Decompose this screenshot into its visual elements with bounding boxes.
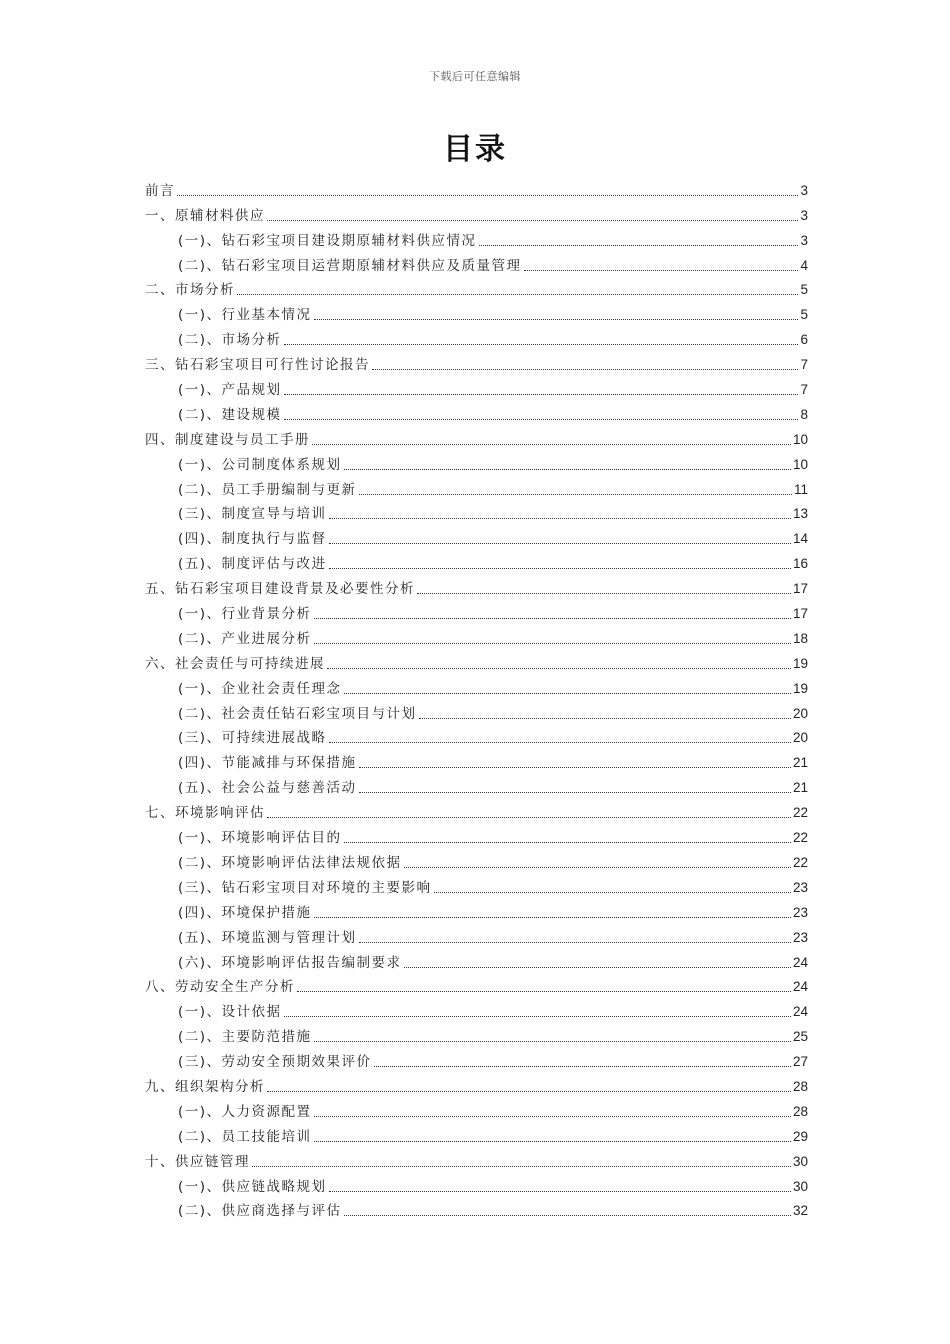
toc-entry[interactable] bbox=[145, 599, 808, 624]
toc-entry-label: (六)、环境影响评估报告编制要求 bbox=[178, 954, 402, 971]
toc-entry-page-number: 19 bbox=[792, 655, 808, 671]
toc-dot-leader bbox=[267, 220, 798, 221]
toc-entry[interactable] bbox=[145, 823, 808, 848]
toc-entry-page-number: 20 bbox=[792, 730, 808, 746]
toc-entry-label: (五)、制度评估与改进 bbox=[178, 556, 327, 573]
page-title: 目录 bbox=[443, 132, 507, 167]
toc-entry-page-number: 28 bbox=[792, 1103, 808, 1119]
toc-entry-page-number: 10 bbox=[792, 456, 808, 472]
toc-entry-label: (二)、员工技能培训 bbox=[178, 1128, 312, 1145]
toc-entry-page-number: 16 bbox=[792, 556, 808, 572]
toc-entry-label: (二)、产业进展分析 bbox=[178, 630, 312, 647]
toc-entry-page-number: 17 bbox=[792, 606, 808, 622]
toc-entry-page-number: 27 bbox=[792, 1054, 808, 1070]
toc-entry-label: 七、环境影响评估 bbox=[145, 805, 265, 822]
toc-entry-page-number: 22 bbox=[792, 805, 808, 821]
toc-entry-label: 二、市场分析 bbox=[145, 282, 235, 299]
toc-dot-leader bbox=[314, 643, 791, 644]
toc-entry-page-number: 5 bbox=[800, 307, 808, 323]
toc-entry[interactable] bbox=[145, 276, 808, 301]
table-of-contents bbox=[145, 176, 808, 1221]
toc-entry-label: (三)、钻石彩宝项目对环境的主要影响 bbox=[178, 879, 432, 896]
toc-entry-label: (一)、环境影响评估目的 bbox=[178, 830, 342, 847]
toc-entry[interactable] bbox=[145, 201, 808, 226]
toc-entry-page-number: 30 bbox=[792, 1153, 808, 1169]
toc-entry[interactable] bbox=[145, 649, 808, 674]
toc-entry-page-number: 30 bbox=[792, 1178, 808, 1194]
toc-entry-label: (一)、设计依据 bbox=[178, 1004, 282, 1021]
toc-entry-label: (一)、行业背景分析 bbox=[178, 606, 312, 623]
toc-entry[interactable] bbox=[145, 848, 808, 873]
toc-dot-leader bbox=[329, 518, 791, 519]
toc-dot-leader bbox=[329, 568, 791, 569]
toc-entry-label: (一)、公司制度体系规划 bbox=[178, 456, 342, 473]
toc-entry[interactable] bbox=[145, 798, 808, 823]
toc-entry-label: (三)、劳动安全预期效果评价 bbox=[178, 1054, 372, 1071]
toc-entry[interactable] bbox=[145, 973, 808, 998]
toc-dot-leader bbox=[419, 718, 791, 719]
toc-entry-label: (二)、环境影响评估法律法规依据 bbox=[178, 854, 402, 871]
header-note: 下载后可任意编辑 bbox=[429, 70, 521, 83]
toc-entry-page-number: 10 bbox=[792, 431, 808, 447]
toc-entry[interactable] bbox=[145, 724, 808, 749]
toc-entry[interactable] bbox=[145, 1172, 808, 1197]
toc-dot-leader bbox=[312, 444, 791, 445]
toc-dot-leader bbox=[314, 618, 791, 619]
toc-entry-page-number: 3 bbox=[800, 232, 808, 248]
toc-dot-leader bbox=[267, 1091, 791, 1092]
toc-entry[interactable] bbox=[145, 450, 808, 475]
toc-entry-label: (一)、供应链战略规划 bbox=[178, 1178, 327, 1195]
toc-entry[interactable] bbox=[145, 350, 808, 375]
toc-dot-leader bbox=[372, 369, 798, 370]
toc-dot-leader bbox=[524, 270, 799, 271]
toc-entry-page-number: 4 bbox=[800, 257, 808, 273]
toc-entry-label: 五、钻石彩宝项目建设背景及必要性分析 bbox=[145, 581, 415, 598]
toc-dot-leader bbox=[252, 1166, 791, 1167]
toc-dot-leader bbox=[237, 294, 798, 295]
toc-dot-leader bbox=[284, 1016, 791, 1017]
toc-entry[interactable] bbox=[145, 773, 808, 798]
toc-entry[interactable] bbox=[145, 1147, 808, 1172]
toc-dot-leader bbox=[314, 319, 799, 320]
toc-entry-label: (二)、社会责任钻石彩宝项目与计划 bbox=[178, 705, 417, 722]
toc-entry[interactable] bbox=[145, 425, 808, 450]
toc-dot-leader bbox=[314, 1041, 791, 1042]
toc-entry-label: 六、社会责任与可持续进展 bbox=[145, 655, 325, 672]
toc-entry[interactable] bbox=[145, 997, 808, 1022]
toc-entry-label: 一、原辅材料供应 bbox=[145, 207, 265, 224]
toc-entry[interactable] bbox=[145, 898, 808, 923]
toc-entry[interactable] bbox=[145, 524, 808, 549]
toc-entry-page-number: 13 bbox=[792, 506, 808, 522]
toc-entry[interactable] bbox=[145, 300, 808, 325]
toc-entry-page-number: 11 bbox=[793, 481, 808, 497]
toc-entry-page-number: 18 bbox=[792, 630, 808, 646]
toc-entry-label: (四)、节能减排与环保措施 bbox=[178, 755, 357, 772]
toc-entry-label: (一)、企业社会责任理念 bbox=[178, 680, 342, 697]
toc-dot-leader bbox=[314, 917, 791, 918]
toc-dot-leader bbox=[284, 419, 799, 420]
toc-entry[interactable] bbox=[145, 500, 808, 525]
toc-dot-leader bbox=[329, 742, 791, 743]
toc-entry-label: (三)、可持续进展战略 bbox=[178, 730, 327, 747]
toc-entry[interactable] bbox=[145, 624, 808, 649]
toc-entry-label: (一)、产品规划 bbox=[178, 382, 282, 399]
toc-dot-leader bbox=[344, 469, 791, 470]
toc-entry-label: (二)、市场分析 bbox=[178, 332, 282, 349]
toc-entry[interactable] bbox=[145, 400, 808, 425]
toc-entry[interactable] bbox=[145, 226, 808, 251]
toc-entry-label: (二)、供应商选择与评估 bbox=[178, 1203, 342, 1220]
toc-entry-page-number: 28 bbox=[792, 1078, 808, 1094]
toc-entry-page-number: 29 bbox=[792, 1128, 808, 1144]
toc-dot-leader bbox=[267, 817, 791, 818]
toc-entry-label: (五)、社会公益与慈善活动 bbox=[178, 780, 357, 797]
toc-dot-leader bbox=[359, 792, 791, 793]
toc-dot-leader bbox=[297, 991, 791, 992]
toc-dot-leader bbox=[359, 767, 791, 768]
toc-dot-leader bbox=[329, 543, 791, 544]
toc-entry-page-number: 24 bbox=[792, 954, 808, 970]
toc-dot-leader bbox=[434, 892, 791, 893]
toc-entry[interactable] bbox=[145, 375, 808, 400]
toc-entry-label: (一)、钻石彩宝项目建设期原辅材料供应情况 bbox=[178, 232, 477, 249]
toc-entry[interactable] bbox=[145, 475, 808, 500]
toc-entry-page-number: 23 bbox=[792, 904, 808, 920]
toc-entry-label: (一)、人力资源配置 bbox=[178, 1103, 312, 1120]
toc-entry-page-number: 24 bbox=[792, 979, 808, 995]
toc-entry-page-number: 3 bbox=[800, 207, 808, 223]
toc-dot-leader bbox=[344, 842, 791, 843]
toc-entry-label: 四、制度建设与员工手册 bbox=[145, 431, 310, 448]
toc-entry-page-number: 3 bbox=[800, 182, 808, 198]
toc-entry[interactable] bbox=[145, 1197, 808, 1222]
toc-dot-leader bbox=[327, 668, 791, 669]
toc-entry-page-number: 19 bbox=[792, 680, 808, 696]
toc-entry-page-number: 23 bbox=[792, 879, 808, 895]
toc-dot-leader bbox=[359, 942, 791, 943]
toc-entry-page-number: 21 bbox=[792, 755, 808, 771]
toc-entry-label: (二)、员工手册编制与更新 bbox=[178, 481, 357, 498]
toc-entry-label: (二)、建设规模 bbox=[178, 406, 282, 423]
toc-entry-page-number: 6 bbox=[800, 332, 808, 348]
toc-entry-label: (五)、环境监测与管理计划 bbox=[178, 929, 357, 946]
toc-entry[interactable] bbox=[145, 574, 808, 599]
toc-dot-leader bbox=[344, 1215, 791, 1216]
toc-entry-page-number: 22 bbox=[792, 854, 808, 870]
toc-entry[interactable] bbox=[145, 948, 808, 973]
toc-entry-label: 九、组织架构分析 bbox=[145, 1078, 265, 1095]
toc-entry[interactable] bbox=[145, 1047, 808, 1072]
toc-entry-label: 三、钻石彩宝项目可行性讨论报告 bbox=[145, 357, 370, 374]
toc-dot-leader bbox=[359, 494, 792, 495]
toc-entry[interactable] bbox=[145, 176, 808, 201]
toc-entry[interactable] bbox=[145, 923, 808, 948]
toc-dot-leader bbox=[329, 1191, 791, 1192]
toc-dot-leader bbox=[344, 693, 791, 694]
toc-entry-label: (四)、制度执行与监督 bbox=[178, 531, 327, 548]
toc-entry[interactable] bbox=[145, 674, 808, 699]
toc-entry-page-number: 7 bbox=[800, 382, 808, 398]
toc-entry-label: 十、供应链管理 bbox=[145, 1153, 250, 1170]
toc-entry[interactable] bbox=[145, 251, 808, 276]
toc-entry-page-number: 8 bbox=[800, 406, 808, 422]
toc-dot-leader bbox=[284, 394, 799, 395]
toc-entry[interactable] bbox=[145, 873, 808, 898]
toc-dot-leader bbox=[404, 867, 791, 868]
toc-dot-leader bbox=[177, 195, 798, 196]
toc-dot-leader bbox=[404, 967, 791, 968]
toc-dot-leader bbox=[314, 1116, 791, 1117]
toc-entry-page-number: 32 bbox=[792, 1203, 808, 1219]
toc-entry-label: (三)、制度宣导与培训 bbox=[178, 506, 327, 523]
toc-entry-page-number: 17 bbox=[792, 581, 808, 597]
toc-entry-label: 前言 bbox=[145, 182, 175, 199]
toc-dot-leader bbox=[314, 1141, 791, 1142]
toc-entry-page-number: 5 bbox=[800, 282, 808, 298]
toc-entry-page-number: 7 bbox=[800, 357, 808, 373]
toc-entry-label: (四)、环境保护措施 bbox=[178, 904, 312, 921]
toc-entry-page-number: 22 bbox=[792, 830, 808, 846]
toc-entry[interactable] bbox=[145, 1022, 808, 1047]
toc-entry-page-number: 23 bbox=[792, 929, 808, 945]
toc-entry[interactable] bbox=[145, 1097, 808, 1122]
toc-entry-label: (二)、钻石彩宝项目运营期原辅材料供应及质量管理 bbox=[178, 257, 522, 274]
toc-entry[interactable] bbox=[145, 549, 808, 574]
toc-dot-leader bbox=[374, 1066, 791, 1067]
toc-entry[interactable] bbox=[145, 1072, 808, 1097]
toc-entry-label: (一)、行业基本情况 bbox=[178, 307, 312, 324]
toc-entry[interactable] bbox=[145, 748, 808, 773]
toc-entry-page-number: 25 bbox=[792, 1029, 808, 1045]
toc-entry[interactable] bbox=[145, 1122, 808, 1147]
toc-entry[interactable] bbox=[145, 325, 808, 350]
toc-dot-leader bbox=[479, 245, 799, 246]
toc-dot-leader bbox=[284, 344, 799, 345]
toc-entry-page-number: 14 bbox=[792, 531, 808, 547]
toc-entry-page-number: 20 bbox=[792, 705, 808, 721]
toc-entry-page-number: 24 bbox=[792, 1004, 808, 1020]
toc-dot-leader bbox=[417, 593, 791, 594]
toc-entry-label: (二)、主要防范措施 bbox=[178, 1029, 312, 1046]
toc-entry[interactable] bbox=[145, 699, 808, 724]
toc-entry-label: 八、劳动安全生产分析 bbox=[145, 979, 295, 996]
toc-entry-page-number: 21 bbox=[792, 780, 808, 796]
